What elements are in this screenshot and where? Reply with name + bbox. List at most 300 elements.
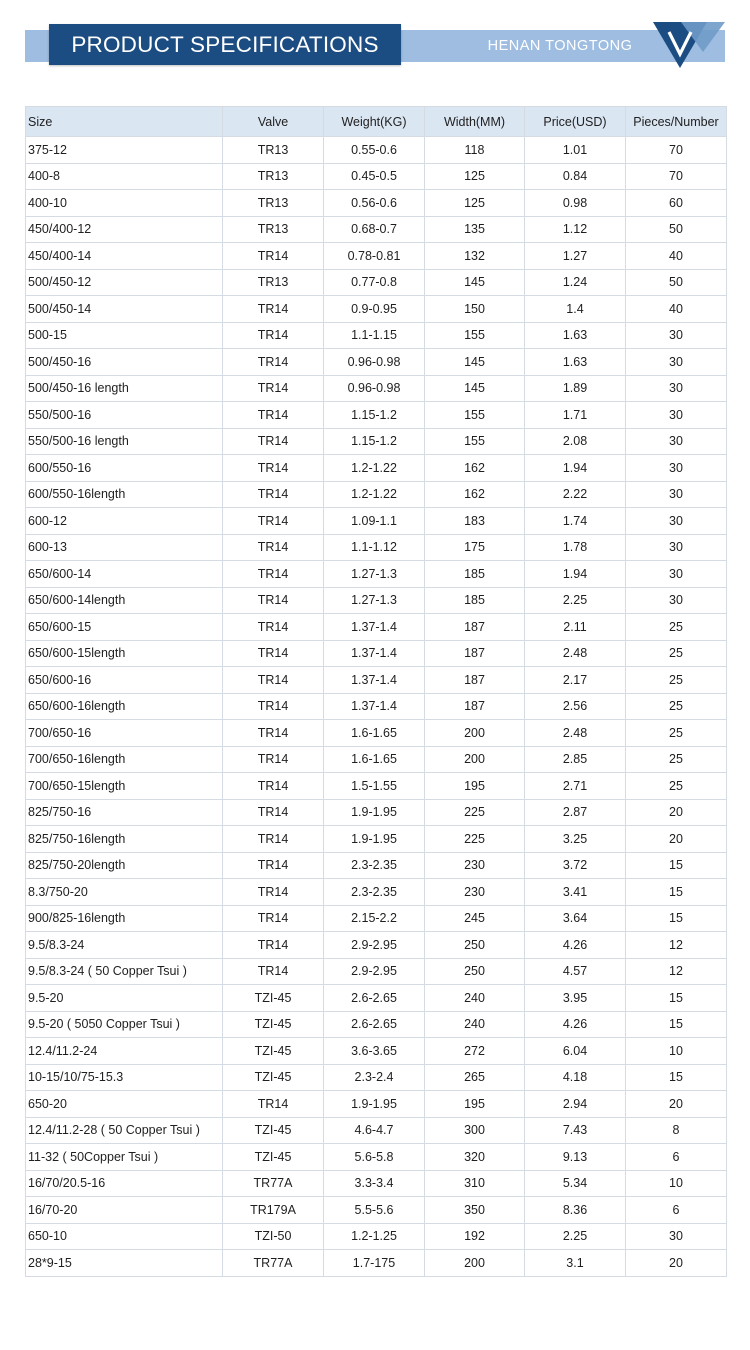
cell-valve: TR14 [223, 243, 324, 270]
cell-valve: TR179A [223, 1197, 324, 1224]
cell-width: 187 [425, 614, 525, 641]
cell-price: 3.41 [525, 879, 626, 906]
cell-width: 265 [425, 1064, 525, 1091]
cell-size: 8.3/750-20 [26, 879, 223, 906]
table-row [26, 137, 727, 164]
cell-valve: TR13 [223, 269, 324, 296]
cell-pieces: 25 [626, 614, 727, 641]
cell-pieces: 30 [626, 349, 727, 376]
cell-price: 0.98 [525, 190, 626, 217]
cell-price: 5.34 [525, 1170, 626, 1197]
cell-size: 9.5/8.3-24 ( 50 Copper Tsui ) [26, 958, 223, 985]
cell-size: 650/600-14length [26, 587, 223, 614]
cell-pieces: 30 [626, 428, 727, 455]
cell-pieces: 20 [626, 1091, 727, 1118]
cell-pieces: 70 [626, 163, 727, 190]
cell-valve: TR14 [223, 746, 324, 773]
cell-weight: 1.15-1.2 [324, 428, 425, 455]
cell-valve: TR14 [223, 773, 324, 800]
cell-weight: 2.6-2.65 [324, 985, 425, 1012]
table-row [26, 1064, 727, 1091]
cell-weight: 1.37-1.4 [324, 640, 425, 667]
cell-valve: TR14 [223, 852, 324, 879]
cell-weight: 0.56-0.6 [324, 190, 425, 217]
cell-size: 650/600-15 [26, 614, 223, 641]
cell-size: 600/550-16length [26, 481, 223, 508]
cell-pieces: 6 [626, 1144, 727, 1171]
table-row [26, 269, 727, 296]
specifications-table [25, 106, 727, 1277]
cell-size: 10-15/10/75-15.3 [26, 1064, 223, 1091]
cell-price: 8.36 [525, 1197, 626, 1224]
cell-valve: TR13 [223, 163, 324, 190]
cell-width: 250 [425, 958, 525, 985]
column-header-pieces: Pieces/Number [626, 107, 727, 137]
cell-weight: 1.37-1.4 [324, 667, 425, 694]
table-row [26, 402, 727, 429]
cell-pieces: 15 [626, 879, 727, 906]
cell-size: 700/650-16length [26, 746, 223, 773]
cell-price: 4.18 [525, 1064, 626, 1091]
cell-pieces: 10 [626, 1038, 727, 1065]
cell-weight: 0.9-0.95 [324, 296, 425, 323]
column-header-weight: Weight(KG) [324, 107, 425, 137]
table-row [26, 296, 727, 323]
table-row [26, 614, 727, 641]
cell-weight: 3.6-3.65 [324, 1038, 425, 1065]
cell-valve: TZI-45 [223, 1011, 324, 1038]
cell-valve: TR14 [223, 587, 324, 614]
cell-size: 600/550-16 [26, 455, 223, 482]
cell-pieces: 50 [626, 216, 727, 243]
cell-price: 1.12 [525, 216, 626, 243]
cell-weight: 1.9-1.95 [324, 826, 425, 853]
cell-width: 250 [425, 932, 525, 959]
cell-pieces: 20 [626, 826, 727, 853]
cell-weight: 0.45-0.5 [324, 163, 425, 190]
company-name: HENAN TONGTONG [487, 38, 633, 54]
cell-price: 3.64 [525, 905, 626, 932]
cell-size: 900/825-16length [26, 905, 223, 932]
cell-size: 11-32 ( 50Copper Tsui ) [26, 1144, 223, 1171]
cell-valve: TR14 [223, 349, 324, 376]
cell-valve: TZI-45 [223, 985, 324, 1012]
cell-price: 7.43 [525, 1117, 626, 1144]
cell-weight: 1.27-1.3 [324, 587, 425, 614]
column-header-size: Size [26, 107, 223, 137]
cell-price: 3.25 [525, 826, 626, 853]
cell-valve: TZI-45 [223, 1064, 324, 1091]
cell-price: 2.17 [525, 667, 626, 694]
cell-valve: TZI-45 [223, 1117, 324, 1144]
cell-size: 450/400-14 [26, 243, 223, 270]
cell-weight: 5.5-5.6 [324, 1197, 425, 1224]
cell-size: 500/450-14 [26, 296, 223, 323]
cell-price: 2.48 [525, 640, 626, 667]
table-row [26, 375, 727, 402]
cell-weight: 0.96-0.98 [324, 375, 425, 402]
table-row [26, 534, 727, 561]
cell-weight: 1.1-1.12 [324, 534, 425, 561]
cell-weight: 5.6-5.8 [324, 1144, 425, 1171]
cell-width: 245 [425, 905, 525, 932]
cell-weight: 1.2-1.25 [324, 1223, 425, 1250]
cell-width: 155 [425, 402, 525, 429]
cell-valve: TR14 [223, 640, 324, 667]
cell-price: 2.94 [525, 1091, 626, 1118]
cell-valve: TR14 [223, 826, 324, 853]
cell-pieces: 15 [626, 985, 727, 1012]
cell-pieces: 10 [626, 1170, 727, 1197]
table-row [26, 216, 727, 243]
cell-width: 240 [425, 985, 525, 1012]
cell-pieces: 60 [626, 190, 727, 217]
cell-price: 2.11 [525, 614, 626, 641]
cell-weight: 1.9-1.95 [324, 799, 425, 826]
cell-valve: TR14 [223, 508, 324, 535]
cell-weight: 1.09-1.1 [324, 508, 425, 535]
cell-width: 135 [425, 216, 525, 243]
cell-width: 187 [425, 640, 525, 667]
table-row [26, 773, 727, 800]
cell-valve: TR14 [223, 402, 324, 429]
table-row [26, 1144, 727, 1171]
cell-pieces: 6 [626, 1197, 727, 1224]
cell-weight: 2.3-2.4 [324, 1064, 425, 1091]
cell-size: 825/750-20length [26, 852, 223, 879]
cell-price: 0.84 [525, 163, 626, 190]
cell-pieces: 30 [626, 534, 727, 561]
cell-price: 6.04 [525, 1038, 626, 1065]
cell-price: 4.26 [525, 932, 626, 959]
cell-pieces: 30 [626, 322, 727, 349]
cell-pieces: 30 [626, 1223, 727, 1250]
v-triangle-logo-icon [651, 22, 725, 70]
cell-valve: TR14 [223, 375, 324, 402]
cell-valve: TR14 [223, 879, 324, 906]
cell-pieces: 25 [626, 667, 727, 694]
cell-weight: 2.9-2.95 [324, 958, 425, 985]
cell-pieces: 25 [626, 720, 727, 747]
cell-price: 1.71 [525, 402, 626, 429]
cell-weight: 0.68-0.7 [324, 216, 425, 243]
cell-weight: 3.3-3.4 [324, 1170, 425, 1197]
cell-price: 2.25 [525, 1223, 626, 1250]
table-row [26, 852, 727, 879]
cell-price: 1.27 [525, 243, 626, 270]
cell-width: 145 [425, 269, 525, 296]
column-header-width: Width(MM) [425, 107, 525, 137]
cell-pieces: 25 [626, 746, 727, 773]
cell-size: 700/650-15length [26, 773, 223, 800]
column-header-valve: Valve [223, 107, 324, 137]
cell-width: 192 [425, 1223, 525, 1250]
table-body [26, 137, 727, 1277]
cell-weight: 2.9-2.95 [324, 932, 425, 959]
cell-pieces: 30 [626, 455, 727, 482]
cell-price: 1.63 [525, 322, 626, 349]
cell-width: 195 [425, 773, 525, 800]
cell-pieces: 15 [626, 1011, 727, 1038]
cell-width: 183 [425, 508, 525, 535]
cell-width: 200 [425, 1250, 525, 1277]
cell-valve: TR14 [223, 534, 324, 561]
cell-valve: TZI-45 [223, 1144, 324, 1171]
cell-pieces: 30 [626, 402, 727, 429]
table-row [26, 1250, 727, 1277]
cell-weight: 2.3-2.35 [324, 879, 425, 906]
cell-size: 650-20 [26, 1091, 223, 1118]
cell-valve: TZI-50 [223, 1223, 324, 1250]
cell-width: 187 [425, 693, 525, 720]
cell-pieces: 30 [626, 508, 727, 535]
cell-price: 3.95 [525, 985, 626, 1012]
cell-price: 1.94 [525, 455, 626, 482]
cell-pieces: 30 [626, 561, 727, 588]
cell-weight: 1.2-1.22 [324, 455, 425, 482]
cell-valve: TR14 [223, 428, 324, 455]
cell-width: 150 [425, 296, 525, 323]
cell-size: 375-12 [26, 137, 223, 164]
cell-width: 187 [425, 667, 525, 694]
cell-pieces: 30 [626, 375, 727, 402]
cell-width: 225 [425, 799, 525, 826]
cell-size: 500-15 [26, 322, 223, 349]
table-row [26, 746, 727, 773]
table-row [26, 1223, 727, 1250]
cell-weight: 1.37-1.4 [324, 614, 425, 641]
cell-width: 200 [425, 746, 525, 773]
cell-weight: 2.3-2.35 [324, 852, 425, 879]
cell-pieces: 8 [626, 1117, 727, 1144]
cell-width: 145 [425, 375, 525, 402]
cell-width: 162 [425, 481, 525, 508]
cell-width: 320 [425, 1144, 525, 1171]
table-row [26, 322, 727, 349]
table-row [26, 905, 727, 932]
cell-width: 162 [425, 455, 525, 482]
table-header-row [26, 107, 727, 137]
table-row [26, 1011, 727, 1038]
cell-valve: TR14 [223, 932, 324, 959]
cell-size: 650/600-16length [26, 693, 223, 720]
cell-pieces: 25 [626, 773, 727, 800]
cell-width: 240 [425, 1011, 525, 1038]
cell-price: 2.56 [525, 693, 626, 720]
cell-width: 230 [425, 852, 525, 879]
cell-weight: 0.78-0.81 [324, 243, 425, 270]
table-row [26, 243, 727, 270]
cell-size: 500/450-12 [26, 269, 223, 296]
table-row [26, 508, 727, 535]
cell-price: 9.13 [525, 1144, 626, 1171]
cell-width: 145 [425, 349, 525, 376]
cell-price: 2.71 [525, 773, 626, 800]
cell-width: 200 [425, 720, 525, 747]
cell-pieces: 25 [626, 693, 727, 720]
table-row [26, 799, 727, 826]
cell-width: 132 [425, 243, 525, 270]
cell-price: 2.87 [525, 799, 626, 826]
cell-width: 310 [425, 1170, 525, 1197]
cell-weight: 2.6-2.65 [324, 1011, 425, 1038]
cell-width: 350 [425, 1197, 525, 1224]
cell-size: 12.4/11.2-28 ( 50 Copper Tsui ) [26, 1117, 223, 1144]
table-row [26, 1197, 727, 1224]
cell-price: 1.63 [525, 349, 626, 376]
table-row [26, 879, 727, 906]
cell-weight: 1.1-1.15 [324, 322, 425, 349]
cell-price: 1.74 [525, 508, 626, 535]
cell-valve: TR13 [223, 216, 324, 243]
table-row [26, 958, 727, 985]
cell-size: 28*9-15 [26, 1250, 223, 1277]
cell-pieces: 40 [626, 296, 727, 323]
cell-valve: TR14 [223, 720, 324, 747]
cell-price: 1.78 [525, 534, 626, 561]
cell-width: 185 [425, 587, 525, 614]
cell-pieces: 15 [626, 852, 727, 879]
cell-weight: 1.27-1.3 [324, 561, 425, 588]
cell-price: 2.08 [525, 428, 626, 455]
cell-width: 155 [425, 322, 525, 349]
table-row [26, 428, 727, 455]
cell-width: 300 [425, 1117, 525, 1144]
table-row [26, 826, 727, 853]
cell-size: 550/500-16 [26, 402, 223, 429]
table-row [26, 349, 727, 376]
cell-size: 650-10 [26, 1223, 223, 1250]
cell-price: 1.01 [525, 137, 626, 164]
cell-size: 9.5/8.3-24 [26, 932, 223, 959]
cell-valve: TR14 [223, 322, 324, 349]
table-row [26, 1117, 727, 1144]
cell-width: 155 [425, 428, 525, 455]
cell-price: 2.85 [525, 746, 626, 773]
cell-valve: TR14 [223, 958, 324, 985]
cell-price: 2.48 [525, 720, 626, 747]
cell-valve: TR14 [223, 455, 324, 482]
table-row [26, 455, 727, 482]
cell-price: 4.57 [525, 958, 626, 985]
cell-size: 450/400-12 [26, 216, 223, 243]
cell-valve: TR14 [223, 481, 324, 508]
cell-size: 400-8 [26, 163, 223, 190]
cell-valve: TR13 [223, 190, 324, 217]
table-row [26, 693, 727, 720]
cell-width: 272 [425, 1038, 525, 1065]
cell-pieces: 20 [626, 1250, 727, 1277]
cell-size: 12.4/11.2-24 [26, 1038, 223, 1065]
cell-pieces: 30 [626, 481, 727, 508]
cell-valve: TR13 [223, 137, 324, 164]
cell-pieces: 30 [626, 587, 727, 614]
cell-valve: TR77A [223, 1250, 324, 1277]
table-row [26, 985, 727, 1012]
cell-width: 195 [425, 1091, 525, 1118]
cell-weight: 2.15-2.2 [324, 905, 425, 932]
cell-weight: 1.37-1.4 [324, 693, 425, 720]
cell-weight: 1.6-1.65 [324, 746, 425, 773]
cell-size: 16/70-20 [26, 1197, 223, 1224]
cell-valve: TR14 [223, 614, 324, 641]
cell-price: 3.72 [525, 852, 626, 879]
cell-pieces: 25 [626, 640, 727, 667]
cell-size: 825/750-16length [26, 826, 223, 853]
cell-width: 125 [425, 190, 525, 217]
cell-width: 125 [425, 163, 525, 190]
cell-weight: 1.15-1.2 [324, 402, 425, 429]
cell-valve: TR14 [223, 1091, 324, 1118]
column-header-price: Price(USD) [525, 107, 626, 137]
table-row [26, 720, 727, 747]
cell-pieces: 20 [626, 799, 727, 826]
cell-price: 1.24 [525, 269, 626, 296]
table-row [26, 1038, 727, 1065]
cell-pieces: 50 [626, 269, 727, 296]
cell-size: 16/70/20.5-16 [26, 1170, 223, 1197]
cell-size: 600-13 [26, 534, 223, 561]
cell-width: 185 [425, 561, 525, 588]
cell-valve: TR14 [223, 799, 324, 826]
cell-weight: 1.7-175 [324, 1250, 425, 1277]
cell-valve: TZI-45 [223, 1038, 324, 1065]
cell-size: 9.5-20 ( 5050 Copper Tsui ) [26, 1011, 223, 1038]
table-row [26, 1170, 727, 1197]
cell-price: 2.25 [525, 587, 626, 614]
cell-valve: TR14 [223, 561, 324, 588]
cell-price: 3.1 [525, 1250, 626, 1277]
cell-size: 650/600-16 [26, 667, 223, 694]
table-row [26, 932, 727, 959]
table-row [26, 667, 727, 694]
cell-width: 225 [425, 826, 525, 853]
cell-price: 2.22 [525, 481, 626, 508]
cell-valve: TR14 [223, 667, 324, 694]
cell-weight: 1.2-1.22 [324, 481, 425, 508]
table-row [26, 481, 727, 508]
cell-price: 1.4 [525, 296, 626, 323]
cell-size: 825/750-16 [26, 799, 223, 826]
cell-size: 500/450-16 length [26, 375, 223, 402]
cell-price: 4.26 [525, 1011, 626, 1038]
table-row [26, 640, 727, 667]
cell-width: 175 [425, 534, 525, 561]
table-row [26, 190, 727, 217]
cell-pieces: 12 [626, 958, 727, 985]
cell-valve: TR14 [223, 296, 324, 323]
cell-valve: TR77A [223, 1170, 324, 1197]
table-row [26, 163, 727, 190]
cell-width: 118 [425, 137, 525, 164]
cell-size: 550/500-16 length [26, 428, 223, 455]
cell-price: 1.94 [525, 561, 626, 588]
cell-valve: TR14 [223, 905, 324, 932]
page-title: PRODUCT SPECIFICATIONS [49, 24, 401, 65]
cell-pieces: 15 [626, 905, 727, 932]
table-row [26, 1091, 727, 1118]
table-row [26, 561, 727, 588]
cell-size: 400-10 [26, 190, 223, 217]
cell-size: 700/650-16 [26, 720, 223, 747]
cell-size: 650/600-15length [26, 640, 223, 667]
cell-width: 230 [425, 879, 525, 906]
cell-weight: 0.55-0.6 [324, 137, 425, 164]
cell-weight: 1.6-1.65 [324, 720, 425, 747]
cell-weight: 4.6-4.7 [324, 1117, 425, 1144]
cell-pieces: 40 [626, 243, 727, 270]
cell-price: 1.89 [525, 375, 626, 402]
